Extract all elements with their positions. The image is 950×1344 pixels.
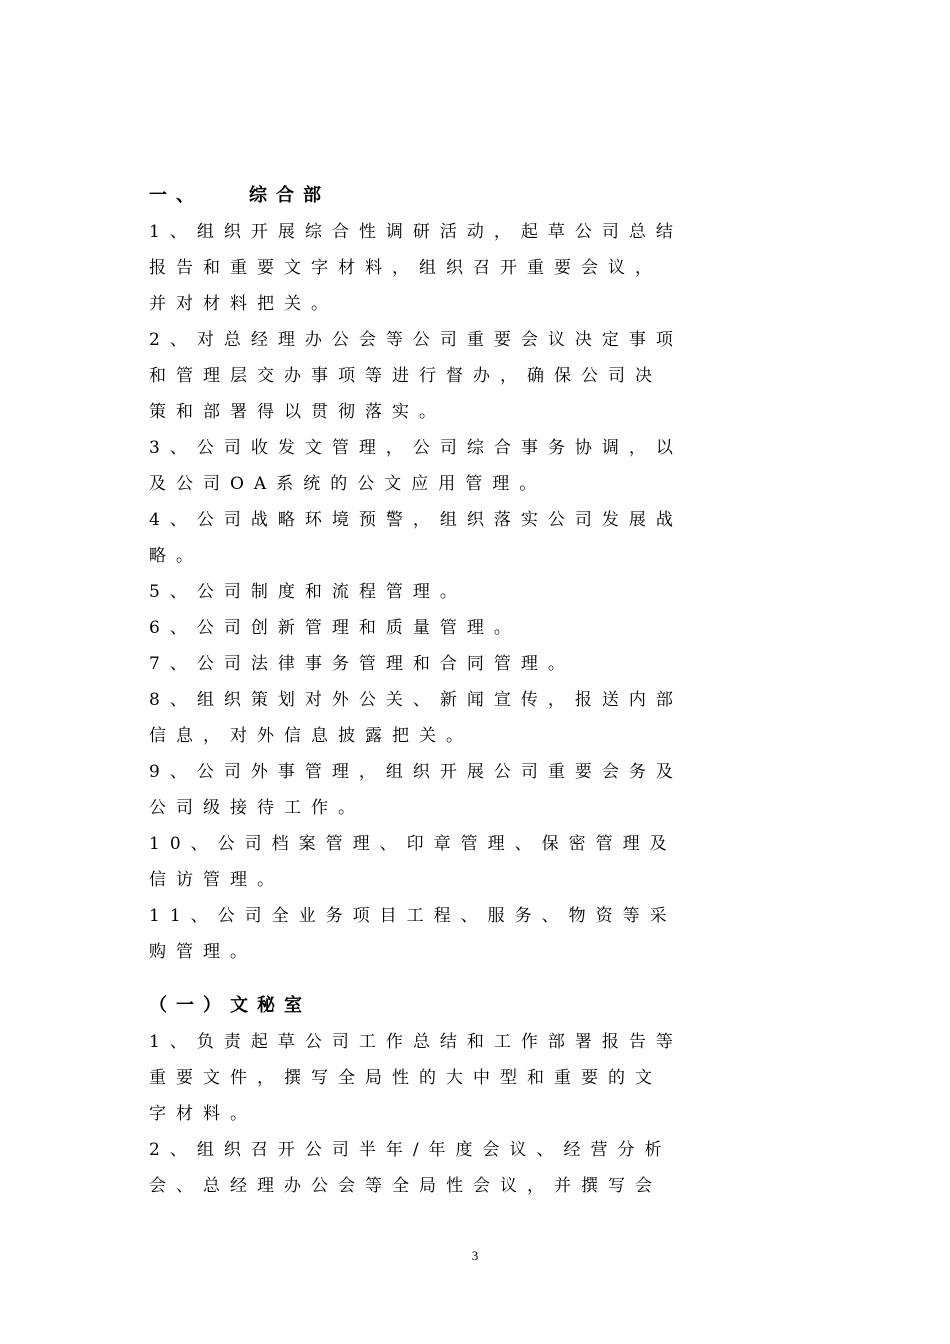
text-line: 和管理层交办事项等进行督办，确保公司决 (149, 366, 662, 386)
text-line: 策和部署得以贯彻落实。 (149, 402, 446, 422)
text-line: 及公司OA系统的公文应用管理。 (149, 474, 547, 494)
text-line: 信息，对外信息披露把关。 (149, 726, 473, 746)
text-line: 5、公司制度和流程管理。 (149, 582, 467, 602)
text-line: 6、公司创新管理和质量管理。 (149, 618, 521, 638)
text-line: 会、总经理办公会等全局性会议，并撰写会 (149, 1176, 662, 1196)
page-number: 3 (471, 1248, 479, 1263)
text-line: 信访管理。 (149, 870, 284, 890)
document-body (149, 178, 794, 1204)
section-heading-general-dept (149, 178, 794, 214)
text-line: 1、组织开展综合性调研活动，起草公司总结 (149, 222, 683, 242)
text-line: 购管理。 (149, 942, 257, 962)
section1-paragraphs (149, 214, 794, 970)
text-line: 略。 (149, 546, 203, 566)
text-line: 并对材料把关。 (149, 294, 338, 314)
text-line: 10、公司档案管理、印章管理、保密管理及 (149, 834, 677, 854)
text-line: 字材料。 (149, 1104, 257, 1124)
text-line: 9、公司外事管理，组织开展公司重要会务及 (149, 762, 683, 782)
text-line: 8、组织策划对外公关、新闻宣传，报送内部 (149, 690, 683, 710)
text-line: 7、公司法律事务管理和合同管理。 (149, 654, 575, 674)
section-title: 综合部 (249, 185, 330, 206)
text-line: 重要文件，撰写全局性的大中型和重要的文 (149, 1068, 662, 1088)
text-line: 1、负责起草公司工作总结和工作部署报告等 (149, 1032, 683, 1052)
section2-paragraphs (149, 1024, 794, 1204)
text-line: 3、公司收发文管理，公司综合事务协调，以 (149, 438, 683, 458)
subsection-heading-secretariat: （一）文秘室 (149, 995, 311, 1016)
text-line: 4、公司战略环境预警，组织落实公司发展战 (149, 510, 683, 530)
text-line: 11、公司全业务项目工程、服务、物资等采 (149, 906, 677, 926)
text-line: 报告和重要文字材料，组织召开重要会议， (149, 258, 662, 278)
text-line: 公司级接待工作。 (149, 798, 365, 818)
section-number: 一、 (149, 185, 203, 206)
text-line: 2、对总经理办公会等公司重要会议决定事项 (149, 330, 683, 350)
text-line: 2、组织召开公司半年/年度会议、经营分析 (149, 1140, 672, 1160)
